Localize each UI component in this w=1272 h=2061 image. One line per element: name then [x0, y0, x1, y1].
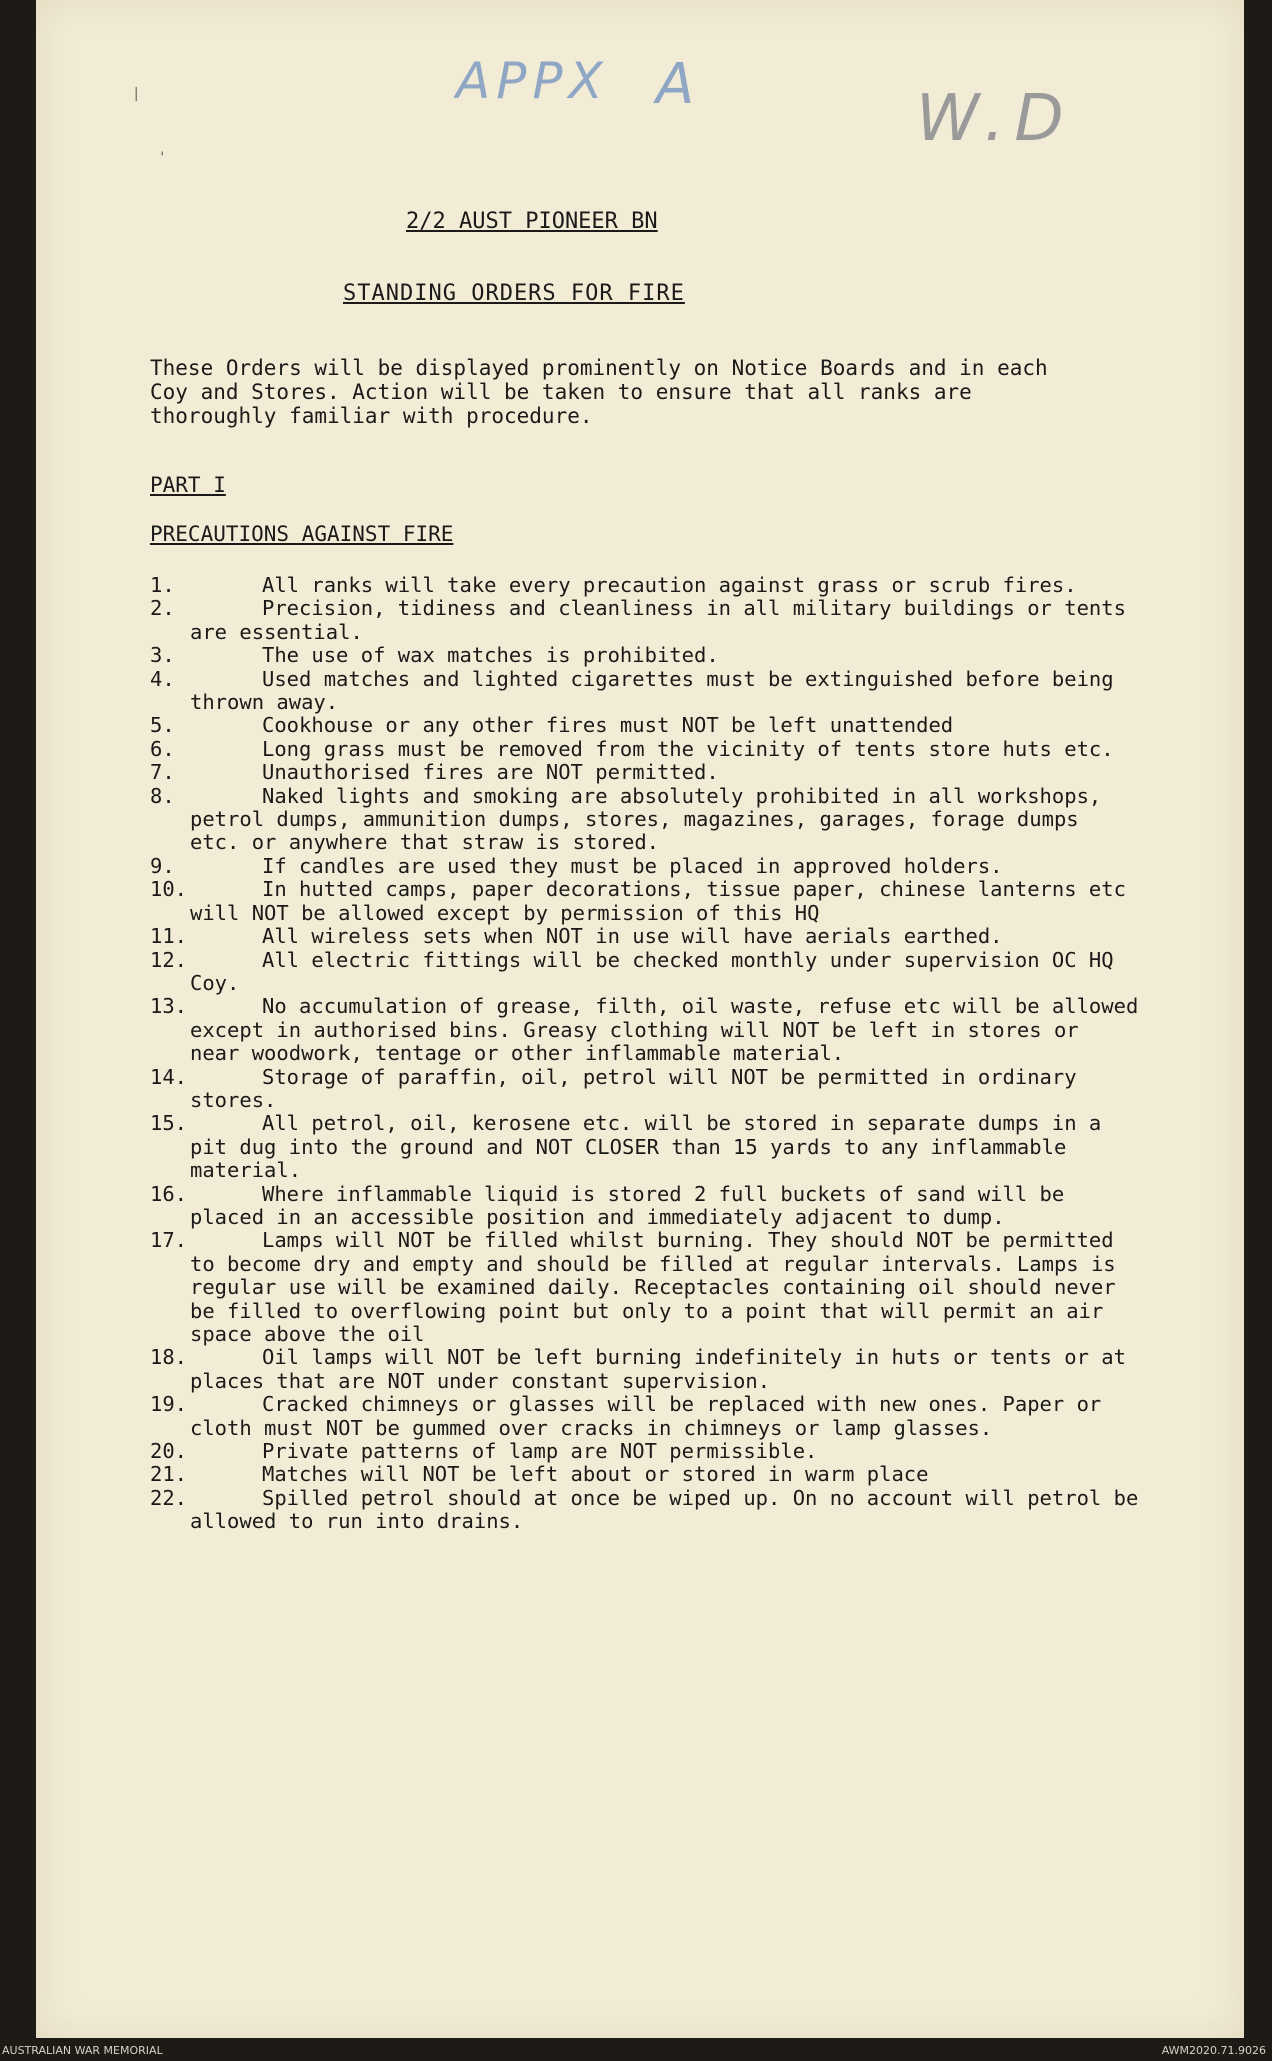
footer-reference: AWM2020.71.9026 [1161, 2044, 1266, 2057]
order-item [150, 1066, 1140, 1113]
order-item [150, 1487, 1140, 1534]
section-heading: PRECAUTIONS AGAINST FIRE [150, 522, 454, 546]
order-text: All petrol, oil, kerosene etc. will be stored in separate dumps in a pit dug into the ground and NOT CLOSER than 15 yards to any inflammable material. [190, 1111, 1102, 1183]
order-item [150, 949, 1140, 996]
order-number: 1. [150, 573, 175, 597]
order-number: 6. [150, 736, 175, 761]
order-item [150, 995, 1140, 1065]
order-text: Private patterns of lamp are NOT permissible. [262, 1439, 818, 1464]
intro-paragraph: These Orders will be displayed prominently on Notice Boards and in each Coy and Stores. Action will be taken to ensure that all ranks are thoroughly familiar with procedure. [150, 356, 1048, 428]
order-text: Matches will NOT be left about or stored in warm place [262, 1462, 929, 1487]
handwritten-wd: W.D [916, 82, 1074, 156]
order-text: Unauthorised fires are NOT permitted. [262, 760, 719, 785]
order-text: Where inflammable liquid is stored 2 full buckets of sand will be placed in an accessible position and immediately adjacent to dump. [190, 1181, 1065, 1229]
order-text: All electric fittings will be checked monthly under supervision OC HQ Coy. [190, 947, 1114, 995]
order-item [150, 785, 1140, 855]
order-item [150, 1463, 1140, 1486]
order-number: 4. [150, 666, 175, 691]
order-number: 15. [150, 1111, 188, 1136]
order-number: 21. [150, 1462, 188, 1487]
order-item [150, 1229, 1140, 1346]
order-number: 10. [150, 877, 188, 902]
order-text: Cookhouse or any other fires must NOT be left unattended [262, 713, 954, 738]
order-text: Oil lamps will NOT be left burning indefinitely in huts or tents or at places that are NOT under constant supervision. [190, 1345, 1126, 1393]
order-number: 8. [150, 783, 175, 808]
order-text: Precision, tidiness and cleanliness in all military buildings or tents are essential. [190, 596, 1126, 644]
document-page [36, 0, 1244, 2038]
order-item [150, 1183, 1140, 1230]
unit-title: 2/2 AUST PIONEER BN [406, 209, 658, 234]
handwritten-appx-letter: A [656, 52, 695, 117]
order-number: 11. [150, 924, 188, 949]
order-text: Storage of paraffin, oil, petrol will NOT be permitted in ordinary stores. [190, 1064, 1077, 1112]
order-number: 9. [150, 853, 175, 878]
order-number: 12. [150, 947, 188, 972]
order-number: 22. [150, 1485, 188, 1510]
order-number: 20. [150, 1439, 188, 1464]
order-text: Used matches and lighted cigarettes must be extinguished before being thrown away. [190, 666, 1114, 715]
order-text: If candles are used they must be placed in approved holders. [262, 853, 1003, 878]
order-item [150, 644, 1140, 667]
punch-mark: | [132, 86, 141, 102]
order-item [150, 1112, 1140, 1182]
order-item [150, 878, 1140, 925]
order-item [150, 761, 1140, 784]
order-item [150, 738, 1140, 761]
order-item [150, 855, 1140, 878]
order-number: 14. [150, 1064, 188, 1089]
order-number: 5. [150, 713, 175, 738]
order-text: No accumulation of grease, filth, oil waste, refuse etc will be allowed except in authorised bins. Greasy clothing will NOT be left in stores or near woodwork, tentage or other inflammable material. [190, 994, 1139, 1066]
document-title: STANDING ORDERS FOR FIRE [343, 281, 685, 306]
order-text: Lamps will NOT be filled whilst burning. They should NOT be permitted to become dry and empty and should be filled at regular intervals. Lamps is regular use will be examined daily. Receptacles containing oil should never be filled to overflowing point but only to a point that will permit an air space above the oil [190, 1228, 1116, 1346]
order-text: In hutted camps, paper decorations, tissue paper, chinese lanterns etc will NOT be allowed except by permission of this HQ [190, 877, 1126, 925]
order-text: Naked lights and smoking are absolutely prohibited in all workshops, petrol dumps, ammunition dumps, stores, magazines, garages, forage dumps etc. or anywhere that straw is stored. [190, 783, 1102, 855]
order-number: 19. [150, 1392, 188, 1417]
order-item [150, 668, 1140, 715]
order-item [150, 1393, 1140, 1440]
part-heading: PART I [150, 473, 226, 497]
order-number: 16. [150, 1181, 188, 1206]
order-number: 7. [150, 760, 175, 785]
handwritten-appx: APPX [456, 52, 609, 110]
footer-source: AUSTRALIAN WAR MEMORIAL [2, 2044, 163, 2057]
order-item [150, 574, 1140, 597]
order-item [150, 597, 1140, 644]
punch-mark: ' [158, 150, 167, 166]
order-item [150, 714, 1140, 737]
order-text: All ranks will take every precaution against grass or scrub fires. [262, 573, 1077, 597]
order-item [150, 925, 1140, 948]
order-text: All wireless sets when NOT in use will have aerials earthed. [262, 924, 1003, 949]
order-text: The use of wax matches is prohibited. [262, 643, 719, 668]
order-number: 13. [150, 994, 188, 1019]
order-number: 2. [150, 596, 175, 621]
order-text: Long grass must be removed from the vicinity of tents store huts etc. [262, 736, 1114, 761]
order-text: Cracked chimneys or glasses will be replaced with new ones. Paper or cloth must NOT be gummed over cracks in chimneys or lamp glasses. [190, 1392, 1102, 1440]
order-number: 3. [150, 643, 175, 668]
order-text: Spilled petrol should at once be wiped up. On no account will petrol be allowed to run into drains. [190, 1485, 1139, 1534]
order-number: 18. [150, 1345, 188, 1370]
orders-list [150, 574, 1140, 1534]
order-item [150, 1346, 1140, 1393]
order-item [150, 1440, 1140, 1463]
order-number: 17. [150, 1228, 188, 1253]
